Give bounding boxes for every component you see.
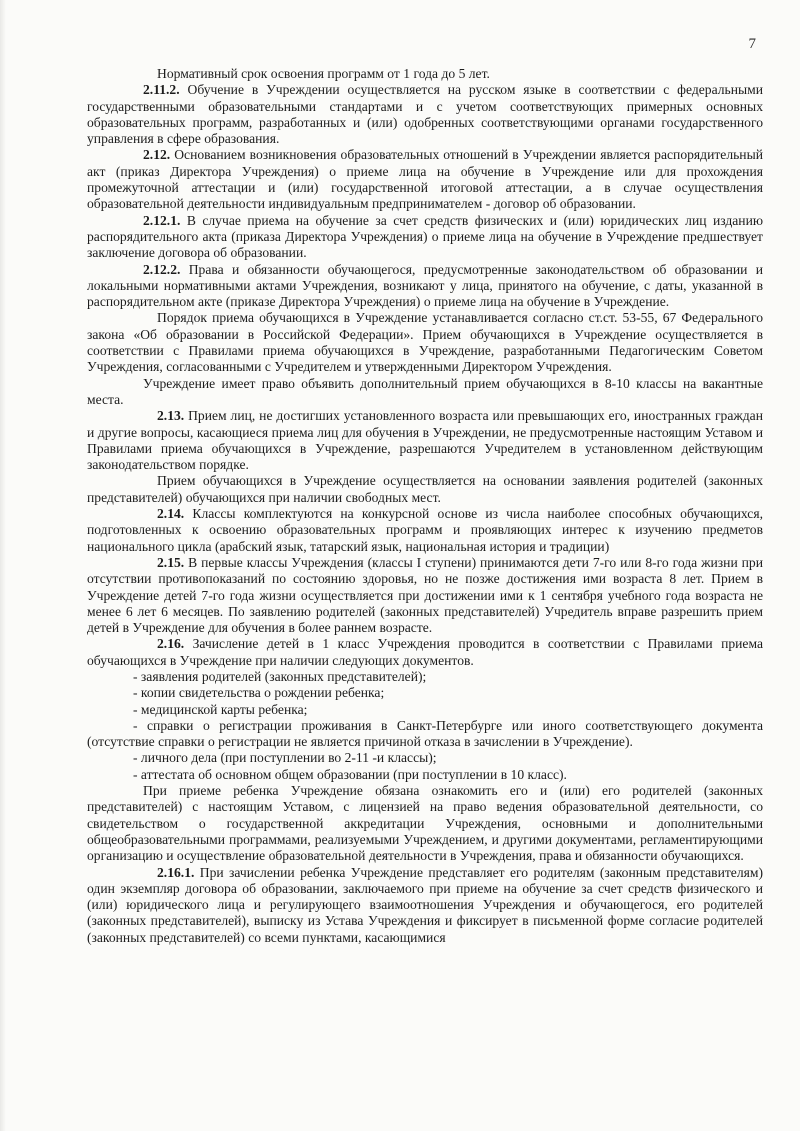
paragraph-familiarization: При приеме ребенка Учреждение обязана ознакомить его и (или) его родителей (законных представителей) с настоящим Уставом, с лицензией на право ведения образовательной деятельности, со свидетельством о государственной аккредитации Учреждения, основными и дополнительными общеобразовательными программами, реализуемыми Учреждением, и другими документами, регламентирующими организацию и осуществление образовательной деятельности в Учреждения, права и обязанности обучающихся. [87,783,763,864]
paragraph-additional-admission: Учреждение имеет право объявить дополнительный прием обучающихся в 8-10 классы на вакантные места. [87,375,763,407]
list-item: - личного дела (при поступлении во 2-11 -и классы); [133,750,437,766]
paragraph-duration: Нормативный срок освоения программ от 1 года до 5 лет. [157,66,490,81]
clause-number: 2.14. [157,506,185,522]
clause-number: 2.12. [143,147,171,163]
scan-edge-shadow [0,0,6,1131]
documents-list [87,669,763,783]
page-number: 7 [748,36,756,52]
document-body [87,66,763,946]
list-item: - копии свидетельства о рождении ребенка; [133,685,385,701]
clause-number: 2.11.2. [143,82,180,98]
clause-number: 2.12.2. [143,261,181,277]
paragraph-2-16: 2.16. Зачисление детей в 1 класс Учреждения проводится в соответствии с Правилами приема обучающихся в Учреждение при наличии следующих документов. [87,636,763,668]
paragraph-2-11-2: 2.11.2. Обучение в Учреждении осуществляется на русском языке в соответствии с федеральными государственными образовательными стандартами и с учетом соответствующих примерных основных образовательных программ, разработанных и (или) одобренных соответствующими органами государственного управления в сфере образования. [87,82,763,147]
paragraph-2-12: 2.12. Основанием возникновения образовательных отношений в Учреждении является распорядительный акт (приказ Директора Учреждения) о приеме лица на обучение в Учреждение или для прохождения промежуточной аттестации и (или) государственной итоговой аттестации, а в случае осуществления образовательной деятельности индивидуальным предпринимателем - договор об образовании. [87,147,763,212]
paragraph-2-16-1: 2.16.1. При зачислении ребенка Учреждение представляет его родителям (законным представителям) один экземпляр договора об образовании, заключаемого при приеме на обучение за счет средств физического и (или) юридического лица и регулирующего взаимоотношения Учреждения и обучающегося, его родителей (законных представителей), выписку из Устава Учреждения и фиксирует в письменной форме согласие родителей (законных представителей) со всеми пунктами, касающимися [87,864,763,945]
paragraph-2-14: 2.14. Классы комплектуются на конкурсной основе из числа наиболее способных обучающихся, подготовленных к освоению образовательных программ и проявляющих интерес к изучению предметов национального цикла (арабский язык, татарский язык, национальная история и традиции) [87,506,763,554]
list-item: - справки о регистрации проживания в Санкт-Петербурге или иного соответствующего документа (отсутствие справки о регистрации не является причиной отказа в зачислении в Учреждение). [87,717,763,750]
list-item: - заявления родителей (законных представителей); [133,668,427,684]
clause-number: 2.12.1. [143,212,181,228]
paragraph-2-15: 2.15. В первые классы Учреждения (классы I ступени) принимаются дети 7-го или 8-го года жизни при отсутствии противопоказаний по состоянию здоровья, но не позже достижения ими возраста 8 лет. Прием в Учреждение детей 7-го года жизни осуществляется при достижении ими к 1 сентября учебного года возраста не менее 6 лет 6 месяцев. По заявлению родителей (законных представителей) Учредитель вправе разрешить прием детей в Учреждение для обучения в более раннем возрасте. [87,554,763,636]
paragraph-admission-application: Прием обучающихся в Учреждение осуществляется на основании заявления родителей (законных представителей) обучающихся при наличии свободных мест. [87,473,763,505]
paragraph-2-12-1: 2.12.1. В случае приема на обучение за счет средств физических и (или) юридических лиц изданию распорядительного акта (приказа Директора Учреждения) о приеме лица на обучение в Учреждение предшествует заключение договора об образовании. [87,212,763,261]
clause-number: 2.16. [157,636,185,652]
clause-number: 2.13. [157,408,185,424]
clause-number: 2.16.1. [157,864,195,880]
clause-number: 2.15. [157,554,185,570]
paragraph-2-12-2: 2.12.2. Права и обязанности обучающегося, предусмотренные законодательством об образовании и локальными нормативными актами Учреждения, возникают у лица, принятого на обучение, с даты, указанной в распорядительном акте (приказе Директора Учреждения) о приеме лица на обучение в Учреждение. [87,261,763,310]
paragraph-admission-order: Порядок приема обучающихся в Учреждение устанавливается согласно ст.ст. 53-55, 67 Федерального закона «Об образовании в Российской Федерации». Прием обучающихся в Учреждение осуществляется в соответствии с Правилами приема обучающихся в Учреждение, разработанными Педагогическим Советом Учреждения, согласованными с Учредителем и утвержденными Директором Учреждения. [87,310,763,375]
list-item: - медицинской карты ребенка; [133,701,308,717]
paragraph-2-13: 2.13. Прием лиц, не достигших установленного возраста или превышающих его, иностранных граждан и другие вопросы, касающиеся приема лиц для обучения в Учреждении, не предусмотренные настоящим Уставом и Правилами приема обучающихся в Учреждение, разрешаются Учредителем в установленном действующим законодательством порядке. [87,408,763,473]
list-item: - аттестата об основном общем образовании (при поступлении в 10 класс). [133,766,567,782]
